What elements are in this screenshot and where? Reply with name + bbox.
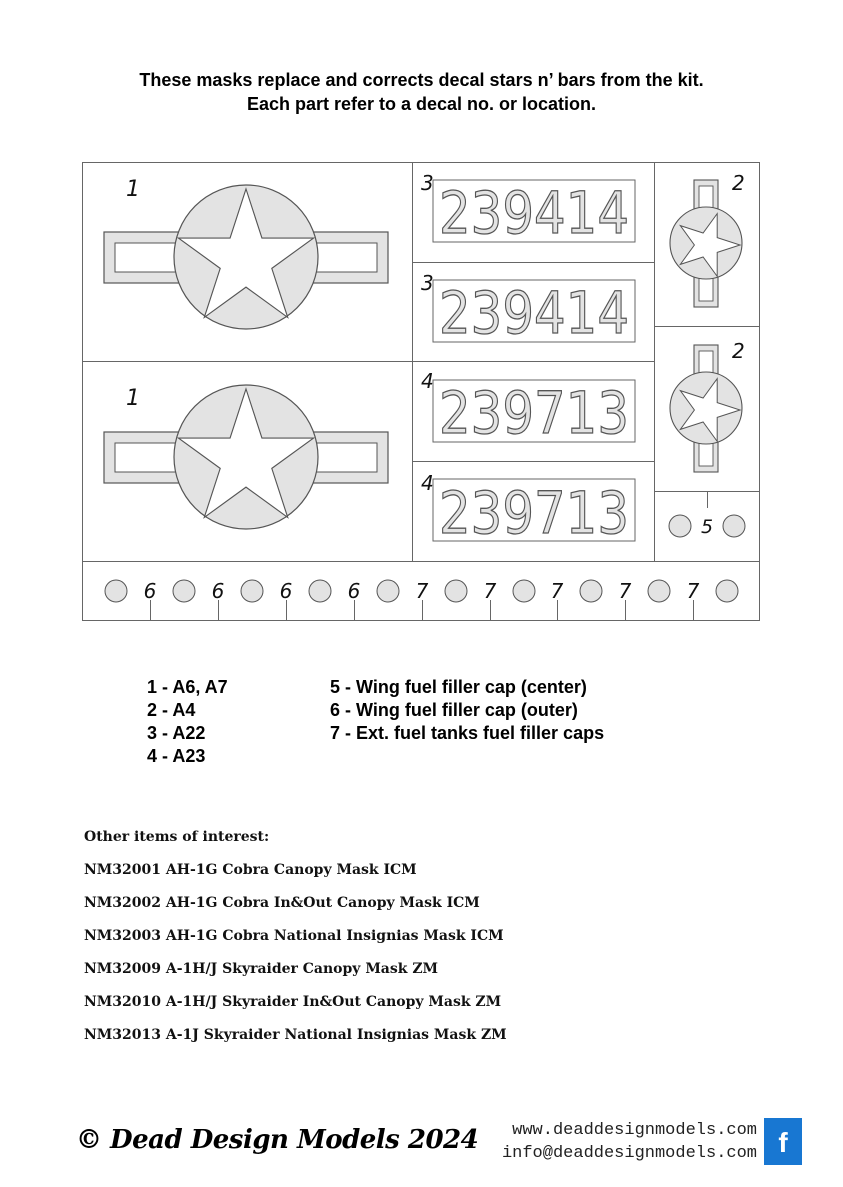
email-link[interactable]: info@deaddesignmodels.com — [501, 1144, 757, 1163]
small-insignia-part-label: 2 — [732, 339, 745, 363]
legend-item: 2 - A4 — [147, 700, 196, 720]
intro-line-1: These masks replace and corrects decal stars n’ bars from the kit. — [139, 70, 704, 90]
contact-info — [502, 1119, 757, 1165]
serial-number: 239414 — [439, 279, 629, 347]
serial-part-label: 3 — [421, 171, 434, 195]
large-insignia-mask — [104, 385, 388, 529]
large-insignia-mask — [104, 185, 388, 329]
legend-item: 7 - Ext. fuel tanks fuel filler caps — [330, 723, 605, 743]
legend-item: 4 - A23 — [147, 746, 206, 766]
legend-item: 1 - A6, A7 — [147, 677, 228, 697]
other-item: NM32013 A-1J Skyraider National Insignias Mask ZM — [84, 1027, 507, 1043]
copyright: © Dead Design Models 2024 — [76, 1125, 479, 1155]
fuel-cap-label: 6 — [211, 579, 225, 603]
other-item: NM32010 A-1H/J Skyraider In&Out Canopy Mask ZM — [84, 994, 502, 1010]
small-insignia-mask — [670, 345, 742, 472]
legend-right — [330, 676, 604, 745]
fuel-cap-label: 7 — [618, 579, 632, 603]
other-item: NM32001 AH-1G Cobra Canopy Mask ICM — [84, 862, 417, 878]
fuel-cap-label: 6 — [347, 579, 361, 603]
other-item: NM32003 AH-1G Cobra National Insignias Mask ICM — [84, 928, 504, 944]
insignia-part-label: 1 — [126, 177, 140, 202]
serial-number: 239713 — [439, 479, 629, 547]
legend-left — [147, 676, 228, 768]
serial-part-label: 4 — [421, 369, 434, 393]
serial-part-label: 3 — [421, 271, 434, 295]
legend-item: 6 - Wing fuel filler cap (outer) — [330, 700, 578, 720]
insignia-part-label: 1 — [126, 386, 140, 411]
fuel-cap-label: 7 — [686, 579, 700, 603]
small-insignia-part-label: 2 — [732, 171, 745, 195]
serial-panel — [421, 171, 635, 247]
serial-number: 239713 — [439, 379, 629, 447]
legend-item: 5 - Wing fuel filler cap (center) — [330, 677, 587, 697]
serial-panel — [421, 271, 635, 347]
serial-number: 239414 — [439, 179, 629, 247]
fuel-cap-label: 7 — [483, 579, 497, 603]
serial-panel — [421, 369, 635, 447]
fuel-cap-center-label: 5 — [700, 516, 714, 538]
fuel-cap-label: 6 — [143, 579, 157, 603]
serial-part-label: 4 — [421, 471, 434, 495]
serial-panel — [421, 471, 635, 547]
other-items-heading: Other items of interest: — [84, 829, 270, 845]
website-link[interactable]: www.deaddesignmodels.com — [512, 1121, 757, 1140]
fuel-cap-label: 7 — [550, 579, 564, 603]
intro-line-2: Each part refer to a decal no. or location. — [246, 94, 597, 114]
legend-item: 3 - A22 — [147, 723, 206, 743]
other-items — [84, 826, 507, 1057]
other-item: NM32009 A-1H/J Skyraider Canopy Mask ZM — [84, 961, 439, 977]
facebook-glyph: f — [778, 1127, 788, 1158]
facebook-icon[interactable] — [764, 1118, 802, 1165]
small-insignia-mask — [670, 180, 742, 307]
fuel-cap-label: 7 — [415, 579, 429, 603]
fuel-cap-label: 6 — [279, 579, 293, 603]
other-item: NM32002 AH-1G Cobra In&Out Canopy Mask ICM — [84, 895, 480, 911]
